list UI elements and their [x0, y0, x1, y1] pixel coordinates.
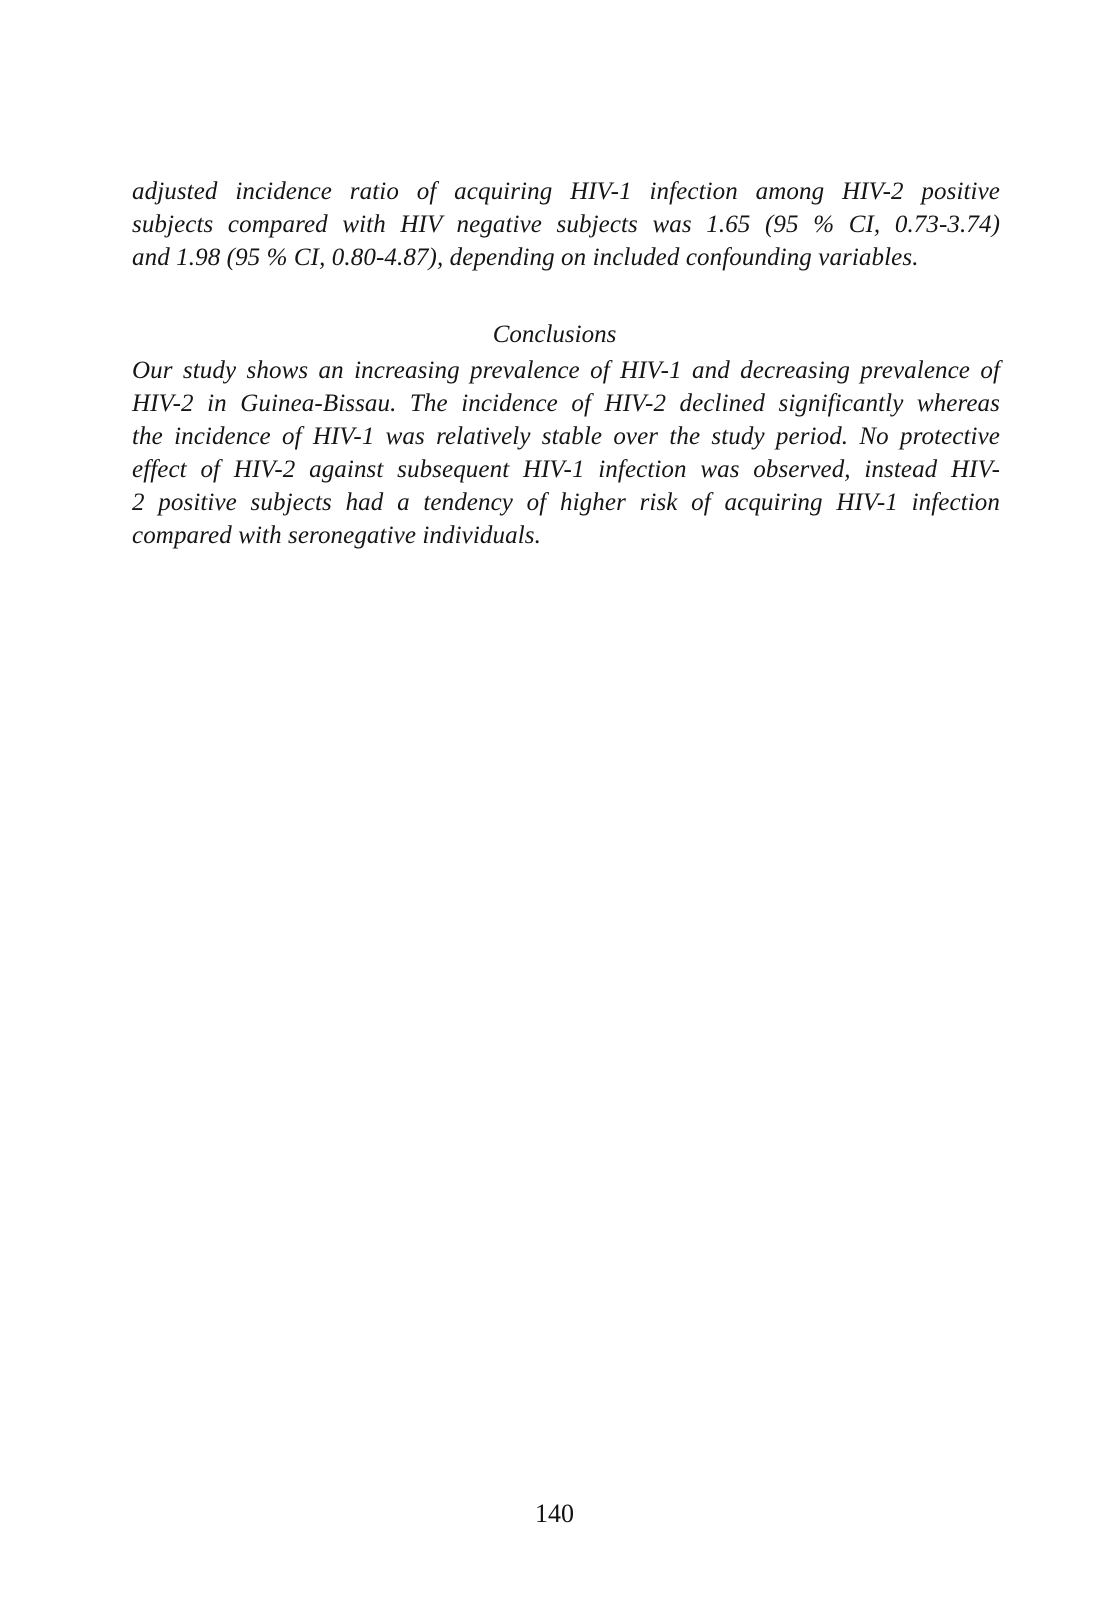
conclusions-heading: Conclusions [492, 321, 617, 348]
conclusions-line: Our study shows an increasing prevalence of HIV-1 and decreasing prevalence of [132, 357, 1000, 384]
results-line: and 1.98 (95 % CI, 0.80-4.87), depending on included confounding variables. [132, 244, 919, 271]
conclusions-paragraph [132, 354, 1000, 552]
conclusions-line: 2 positive subjects had a tendency of higher risk of acquiring HIV-1 infection [132, 489, 1000, 516]
results-line: subjects compared with HIV negative subjects was 1.65 (95 % CI, 0.73-3.74) [132, 211, 1000, 238]
conclusions-line: compared with seronegative individuals. [132, 522, 541, 549]
page-number: 140 [535, 1499, 574, 1528]
conclusions-line: the incidence of HIV-1 was relatively stable over the study period. No protective [132, 423, 1000, 450]
results-line: adjusted incidence ratio of acquiring HIV-1 infection among HIV-2 positive [132, 178, 1000, 205]
conclusions-line: HIV-2 in Guinea-Bissau. The incidence of HIV-2 declined significantly whereas [132, 390, 1000, 417]
conclusions-line: effect of HIV-2 against subsequent HIV-1 infection was observed, instead HIV- [132, 456, 1000, 483]
results-paragraph [132, 175, 1000, 274]
